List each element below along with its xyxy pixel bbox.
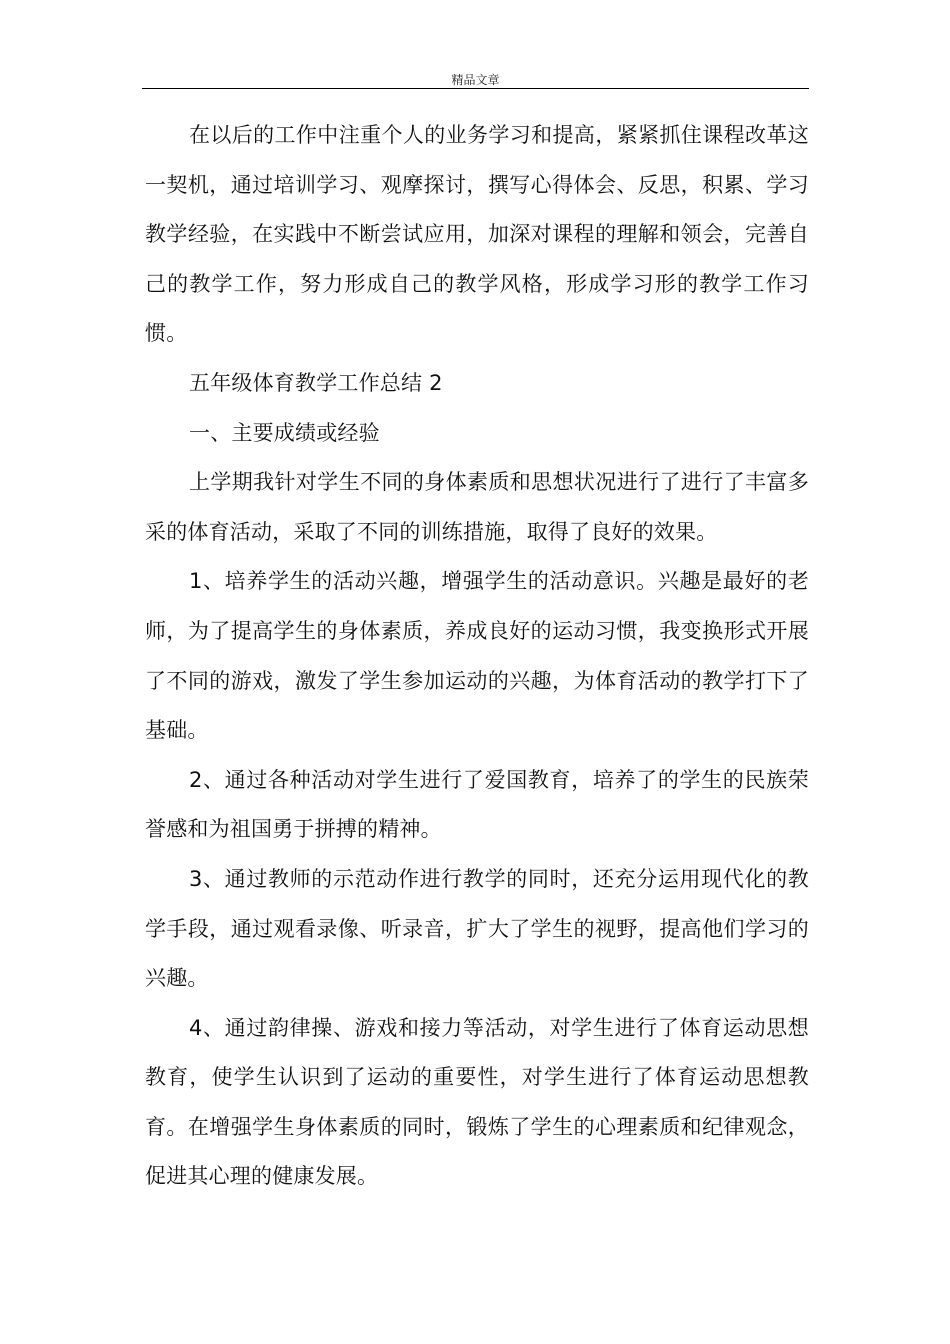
paragraph-item-3: 3、通过教师的示范动作进行教学的同时，还充分运用现代化的教学手段，通过观看录像、听录音，扩大了学生的视野，提高他们学习的兴趣。 (145, 866, 809, 991)
paragraph-overview: 上学期我针对学生不同的身体素质和思想状况进行了进行了丰富多采的体育活动，采取了不同的训练措施，取得了良好的效果。 (145, 470, 809, 544)
document-body (145, 111, 809, 1202)
paragraph-intro: 在以后的工作中注重个人的业务学习和提高，紧紧抓住课程改革这一契机，通过培训学习、观摩探讨，撰写心得体会、反思，积累、学习教学经验，在实践中不断尝试应用，加深对课程的理解和领会，完善自己的教学工作，努力形成自己的教学风格，形成学习形的教学工作习惯。 (145, 123, 809, 346)
paragraph-item-2: 2、通过各种活动对学生进行了爱国教育，培养了的学生的民族荣誉感和为祖国勇于拼搏的精神。 (145, 767, 809, 842)
header-divider (142, 88, 809, 89)
header-title: 精品文章 (451, 73, 500, 87)
subsection-heading: 一、主要成绩或经验 (189, 420, 380, 445)
paragraph-item-4: 4、通过韵律操、游戏和接力等活动，对学生进行了体育运动思想教育，使学生认识到了运动的重要性，对学生进行了体育运动思想教育。在增强学生身体素质的同时，锻炼了学生的心理素质和纪律观念，促进其心理的健康发展。 (145, 1015, 809, 1189)
page-header (142, 60, 809, 90)
section-title: 五年级体育教学工作总结 2 (189, 370, 443, 395)
paragraph-item-1: 1、培养学生的活动兴趣，增强学生的活动意识。兴趣是最好的老师，为了提高学生的身体素质，养成良好的运动习惯，我变换形式开展了不同的游戏，激发了学生参加运动的兴趣，为体育活动的教学打下了基础。 (145, 569, 809, 743)
